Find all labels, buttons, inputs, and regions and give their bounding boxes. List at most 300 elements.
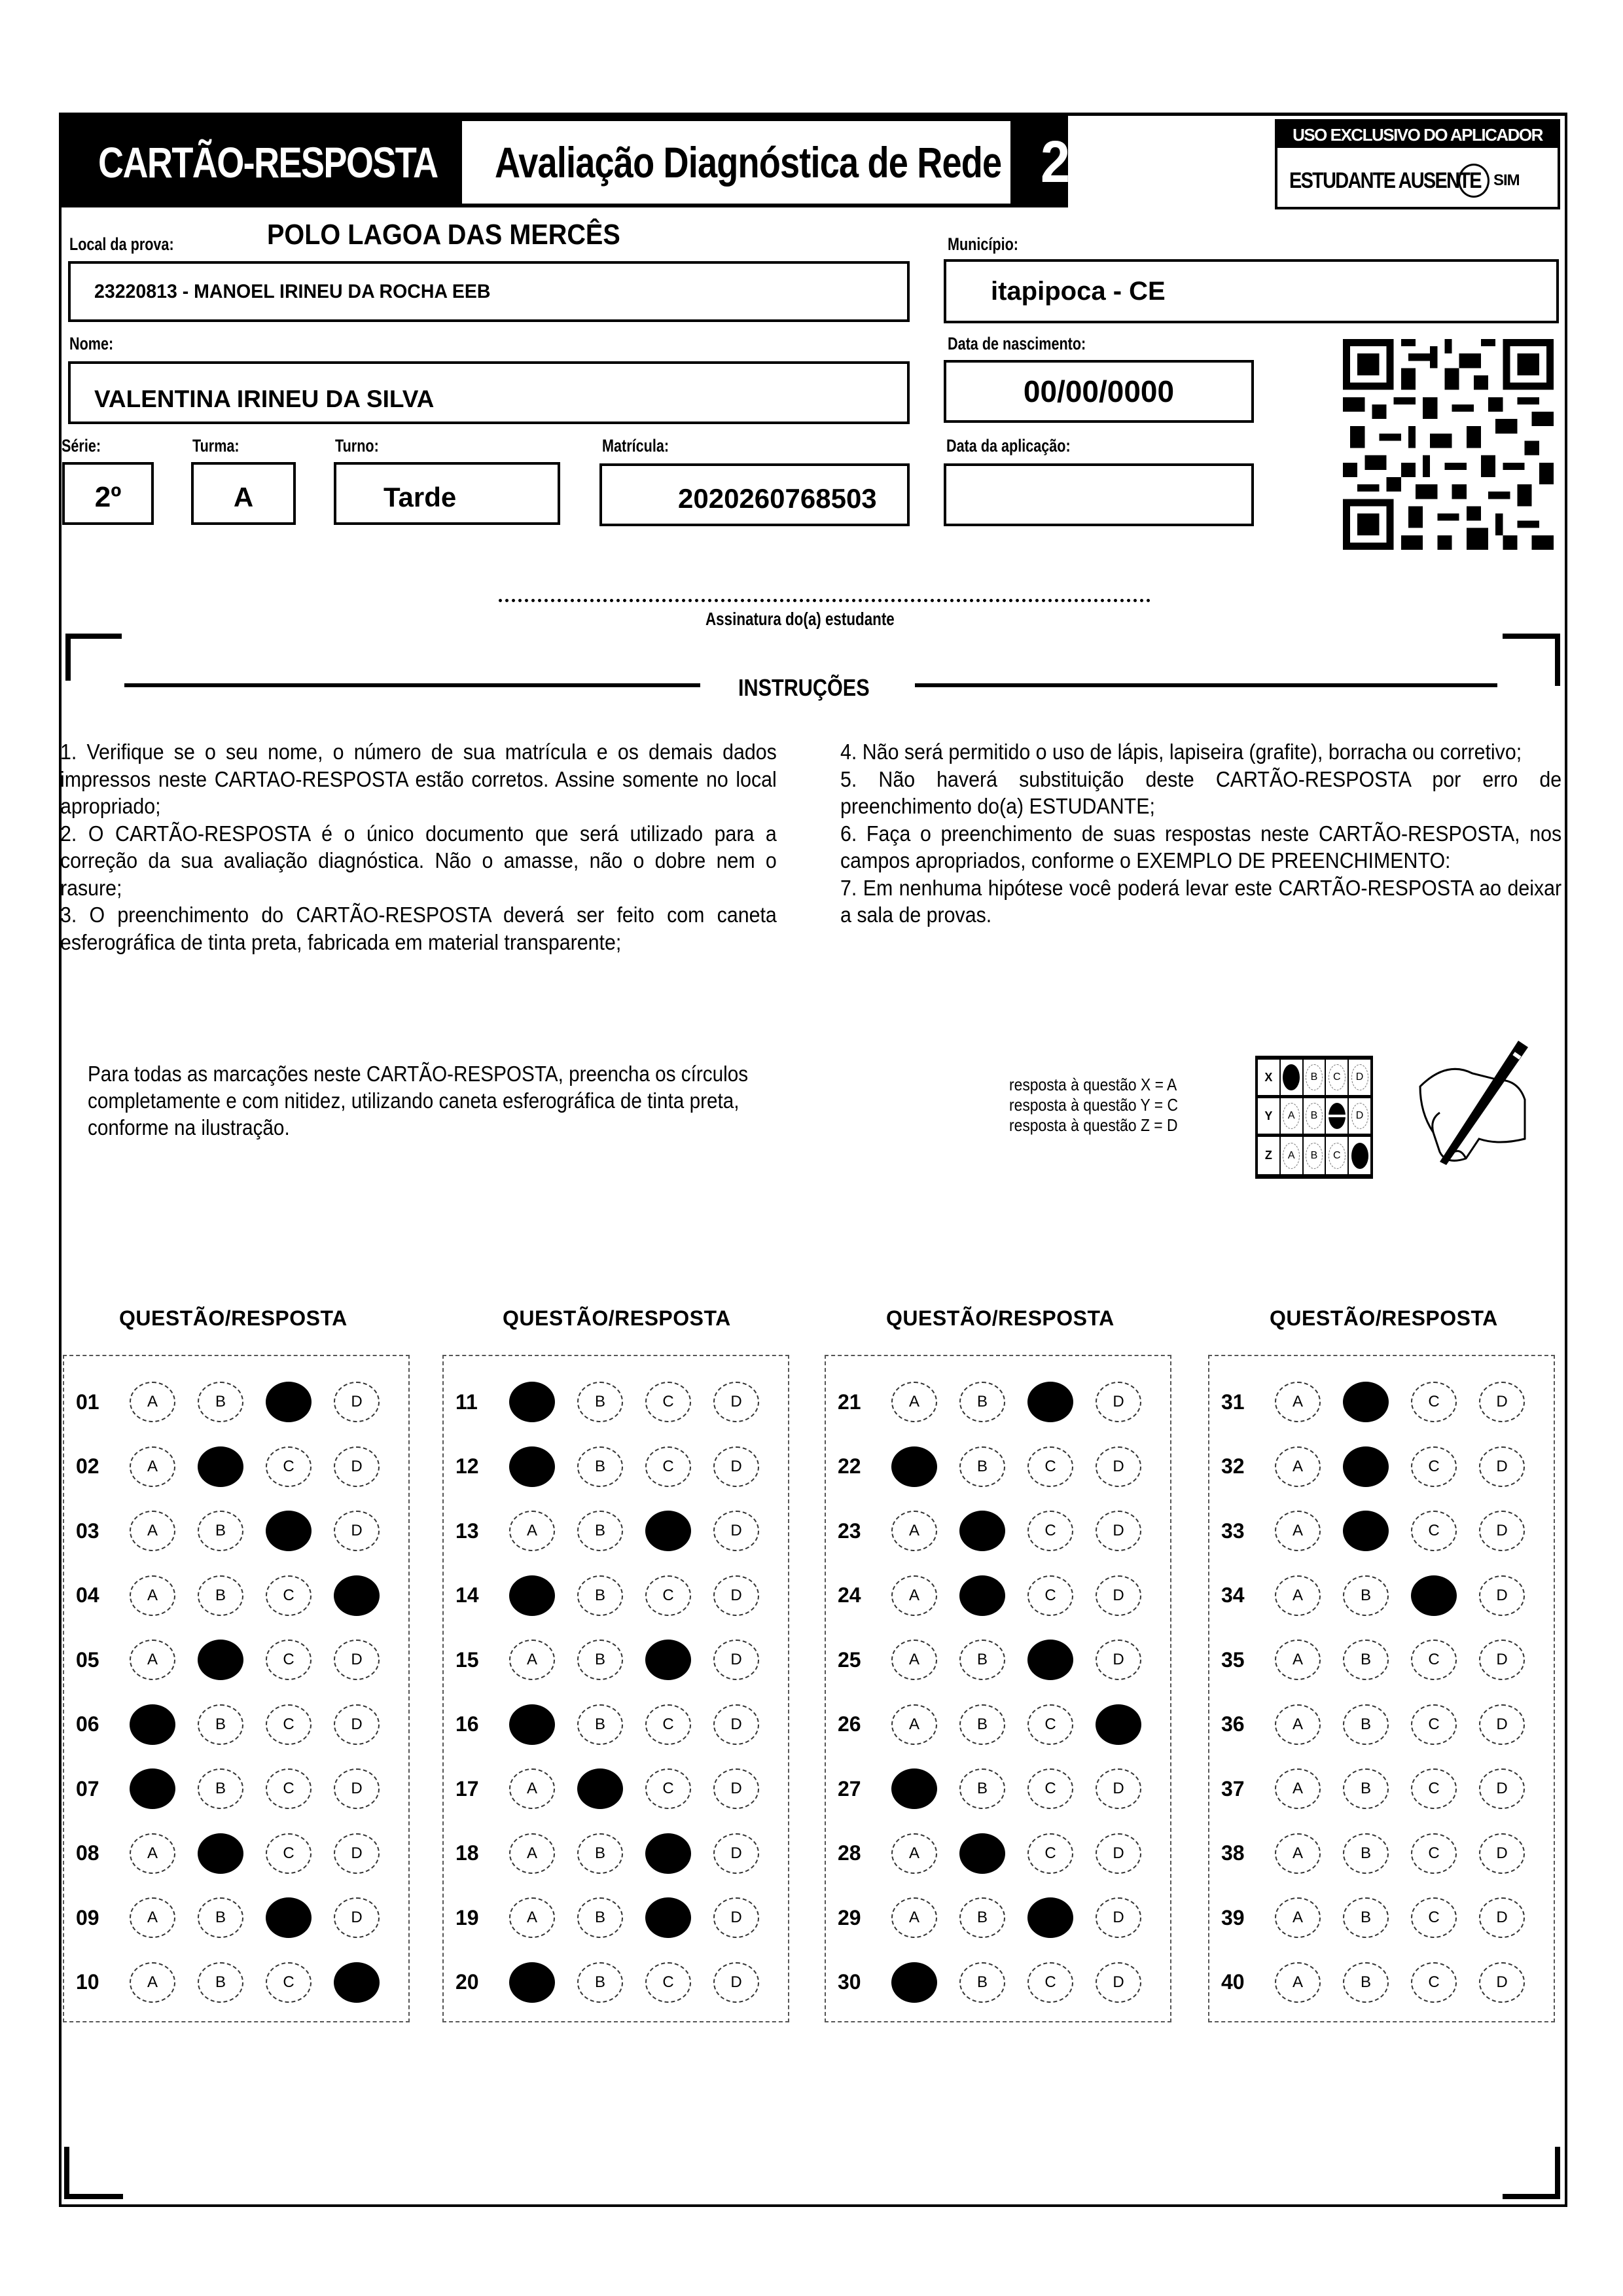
answer-bubble-a[interactable]: A bbox=[509, 1768, 555, 1809]
grade-label: 2º ANO bbox=[1041, 130, 1213, 195]
question-number: 22 bbox=[838, 1454, 861, 1478]
answer-bubble-b[interactable] bbox=[959, 1833, 1005, 1874]
answer-bubble-b[interactable] bbox=[1343, 1446, 1389, 1487]
answer-bubble-c[interactable] bbox=[266, 1382, 312, 1422]
answer-bubble-a[interactable]: A bbox=[891, 1640, 937, 1680]
qr-code bbox=[1343, 339, 1554, 550]
question-row bbox=[826, 1698, 1170, 1751]
answer-bubble-a[interactable] bbox=[891, 1962, 937, 2003]
example-bubble bbox=[1283, 1064, 1300, 1090]
answer-bubble-d[interactable]: D bbox=[334, 1897, 380, 1938]
instructions-rule-right bbox=[915, 683, 1497, 687]
question-row bbox=[1209, 1827, 1554, 1880]
question-row bbox=[1209, 1956, 1554, 2009]
answer-bubble-b[interactable]: B bbox=[959, 1962, 1005, 2003]
answer-bubble-a[interactable] bbox=[130, 1704, 175, 1745]
answer-bubble-c[interactable]: C bbox=[1411, 1446, 1457, 1487]
instruction-item: 2. O CARTÃO-RESPOSTA é o único documento que será utilizado para a correção da sua avaliação diagnóstica. Não o amasse, não o dobre nem o rasure; bbox=[60, 821, 777, 900]
answer-bubble-b[interactable] bbox=[1343, 1511, 1389, 1551]
answer-bubble-d[interactable]: D bbox=[1479, 1962, 1525, 2003]
answer-bubble-d[interactable]: D bbox=[713, 1768, 759, 1809]
answer-bubble-a[interactable]: A bbox=[891, 1833, 937, 1874]
question-number: 18 bbox=[455, 1841, 479, 1865]
answer-bubble-b[interactable]: B bbox=[959, 1768, 1005, 1809]
answer-bubble-a[interactable]: A bbox=[1275, 1446, 1321, 1487]
answer-bubble-d[interactable]: D bbox=[334, 1446, 380, 1487]
answer-bubble-b[interactable]: B bbox=[1343, 1575, 1389, 1616]
example-legend-item: resposta à questão X = A bbox=[1009, 1075, 1177, 1094]
question-number: 15 bbox=[455, 1647, 479, 1672]
question-number: 10 bbox=[76, 1970, 99, 1994]
answer-bubble-d[interactable]: D bbox=[334, 1382, 380, 1422]
answer-bubble-d[interactable]: D bbox=[1479, 1575, 1525, 1616]
answer-bubble-c[interactable]: C bbox=[1411, 1382, 1457, 1422]
answer-bubble-a[interactable]: A bbox=[1275, 1575, 1321, 1616]
turma-label: Turma: bbox=[192, 436, 240, 456]
answer-bubble-a[interactable]: A bbox=[891, 1511, 937, 1551]
example-cell bbox=[1280, 1098, 1303, 1136]
sheet-title: CARTÃO-RESPOSTA bbox=[98, 138, 438, 187]
answer-bubble-c[interactable]: C bbox=[645, 1382, 691, 1422]
applicator-only-title: USO EXCLUSIVO DO APLICADOR bbox=[1277, 122, 1558, 148]
question-number: 11 bbox=[455, 1390, 478, 1414]
answer-bubble-d[interactable]: D bbox=[1479, 1382, 1525, 1422]
question-row bbox=[826, 1376, 1170, 1428]
instruction-item: 3. O preenchimento do CARTÃO-RESPOSTA deverá ser feito com caneta esferográfica de tinta preta, fabricada em material transparente; bbox=[60, 903, 777, 954]
question-number: 08 bbox=[76, 1841, 99, 1865]
answer-bubble-d[interactable]: D bbox=[1479, 1833, 1525, 1874]
question-row bbox=[1209, 1634, 1554, 1686]
answer-bubble-b[interactable]: B bbox=[198, 1897, 243, 1938]
answer-bubble-b[interactable]: B bbox=[577, 1382, 623, 1422]
answer-bubble-b[interactable]: B bbox=[577, 1833, 623, 1874]
answer-bubble-c[interactable]: C bbox=[1027, 1704, 1073, 1745]
instructions-left bbox=[60, 738, 777, 956]
answer-bubble-d[interactable]: D bbox=[334, 1768, 380, 1809]
example-bubble: C bbox=[1329, 1064, 1346, 1090]
answer-bubble-c[interactable]: C bbox=[1411, 1640, 1457, 1680]
answer-bubble-b[interactable]: B bbox=[1343, 1640, 1389, 1680]
local-value: POLO LAGOA DAS MERCÊS bbox=[267, 219, 620, 251]
answer-bubble-a[interactable]: A bbox=[130, 1446, 175, 1487]
example-bubble: B bbox=[1306, 1143, 1323, 1169]
answer-bubble-a[interactable] bbox=[509, 1575, 555, 1616]
answer-bubble-d[interactable]: D bbox=[713, 1962, 759, 2003]
answer-bubble-b[interactable] bbox=[577, 1768, 623, 1809]
answer-bubble-d[interactable] bbox=[334, 1575, 380, 1616]
corner-mark-bottom-right bbox=[1503, 2194, 1560, 2199]
instruction-item: 5. Não haverá substituição deste CARTÃO-RESPOSTA por erro de preenchimento do(a) ESTUDANTE; bbox=[840, 766, 1562, 818]
answer-bubble-a[interactable]: A bbox=[509, 1511, 555, 1551]
corner-mark-top-left-vertical bbox=[65, 634, 71, 681]
answer-bubble-c[interactable] bbox=[645, 1897, 691, 1938]
answer-bubble-b[interactable]: B bbox=[198, 1382, 243, 1422]
answer-bubble-c[interactable]: C bbox=[645, 1575, 691, 1616]
answer-bubble-d[interactable]: D bbox=[1096, 1768, 1141, 1809]
answer-bubble-d[interactable]: D bbox=[1479, 1704, 1525, 1745]
instruction-item: 6. Faça o preenchimento de suas respostas neste CARTÃO-RESPOSTA, nos campos apropriados, conforme o EXEMPLO DE PREENCHIMENTO: bbox=[840, 821, 1562, 872]
answer-column bbox=[442, 1355, 789, 2022]
question-row bbox=[826, 1763, 1170, 1815]
question-number: 07 bbox=[76, 1776, 99, 1801]
answer-bubble-b[interactable]: B bbox=[577, 1446, 623, 1487]
answer-bubble-a[interactable]: A bbox=[1275, 1382, 1321, 1422]
question-number: 37 bbox=[1221, 1776, 1245, 1801]
question-row bbox=[64, 1763, 408, 1815]
answer-bubble-d[interactable]: D bbox=[1096, 1575, 1141, 1616]
answer-bubble-d[interactable]: D bbox=[713, 1511, 759, 1551]
answer-bubble-a[interactable]: A bbox=[1275, 1640, 1321, 1680]
nome-field bbox=[68, 361, 910, 424]
answer-bubble-a[interactable]: A bbox=[509, 1833, 555, 1874]
answer-bubble-d[interactable]: D bbox=[1479, 1897, 1525, 1938]
question-row bbox=[444, 1956, 788, 2009]
answer-bubble-c[interactable]: C bbox=[1411, 1897, 1457, 1938]
answer-bubble-a[interactable]: A bbox=[130, 1511, 175, 1551]
example-bubble: B bbox=[1306, 1064, 1323, 1090]
answer-bubble-c[interactable]: C bbox=[1027, 1511, 1073, 1551]
example-row-label: Z bbox=[1257, 1136, 1280, 1175]
question-number: 24 bbox=[838, 1583, 861, 1607]
question-number: 27 bbox=[838, 1776, 861, 1801]
answer-bubble-d[interactable]: D bbox=[713, 1446, 759, 1487]
answer-bubble-d[interactable]: D bbox=[1479, 1640, 1525, 1680]
answer-bubble-b[interactable]: B bbox=[577, 1575, 623, 1616]
answer-bubble-b[interactable]: B bbox=[1343, 1704, 1389, 1745]
example-grid bbox=[1255, 1056, 1373, 1179]
instruction-item: 1. Verifique se o seu nome, o número de sua matrícula e os demais dados impressos neste CARTAO-RESPOSTA estão corretos. Assine somente no local apropriado; bbox=[60, 740, 777, 818]
question-row bbox=[64, 1505, 408, 1557]
question-row bbox=[64, 1892, 408, 1944]
instructions-title: INSTRUÇÕES bbox=[738, 674, 870, 701]
question-number: 05 bbox=[76, 1647, 99, 1672]
question-row bbox=[1209, 1698, 1554, 1751]
question-row bbox=[1209, 1763, 1554, 1815]
answer-bubble-c[interactable]: C bbox=[266, 1768, 312, 1809]
answer-bubble-a[interactable] bbox=[509, 1704, 555, 1745]
answer-bubble-b[interactable] bbox=[198, 1446, 243, 1487]
question-row bbox=[1209, 1376, 1554, 1428]
nascimento-field bbox=[944, 360, 1254, 423]
answer-bubble-b[interactable]: B bbox=[198, 1511, 243, 1551]
answer-bubble-c[interactable]: C bbox=[645, 1704, 691, 1745]
question-number: 40 bbox=[1221, 1970, 1245, 1994]
question-number: 06 bbox=[76, 1712, 99, 1736]
answer-bubble-c[interactable] bbox=[1027, 1897, 1073, 1938]
answer-bubble-b[interactable]: B bbox=[577, 1640, 623, 1680]
answer-bubble-d[interactable]: D bbox=[334, 1511, 380, 1551]
answer-bubble-b[interactable]: B bbox=[959, 1640, 1005, 1680]
serie-label: Série: bbox=[62, 436, 101, 456]
sheet-subtitle: Avaliação Diagnóstica de Rede bbox=[495, 138, 1002, 187]
answer-bubble-c[interactable]: C bbox=[266, 1640, 312, 1680]
municipio-field bbox=[944, 259, 1559, 323]
instruction-item: 7. Em nenhuma hipótese você poderá levar este CARTÃO-RESPOSTA ao deixar a sala de provas. bbox=[840, 875, 1562, 927]
answer-bubble-c[interactable]: C bbox=[1027, 1575, 1073, 1616]
answer-column bbox=[63, 1355, 410, 2022]
answer-bubble-a[interactable]: A bbox=[509, 1640, 555, 1680]
answer-bubble-d[interactable]: D bbox=[1096, 1382, 1141, 1422]
example-cell bbox=[1280, 1059, 1303, 1098]
answer-bubble-b[interactable]: B bbox=[577, 1511, 623, 1551]
question-number: 31 bbox=[1221, 1390, 1245, 1414]
signature-label: Assinatura do(a) estudante bbox=[705, 609, 895, 629]
applicator-only-box bbox=[1275, 119, 1560, 209]
instructions-rule-left bbox=[124, 683, 700, 687]
answer-bubble-c[interactable] bbox=[1411, 1575, 1457, 1616]
matricula-field bbox=[599, 463, 910, 526]
turma-value: A bbox=[233, 482, 254, 512]
question-number: 02 bbox=[76, 1454, 99, 1478]
question-number: 30 bbox=[838, 1970, 861, 1994]
answer-bubble-d[interactable]: D bbox=[713, 1382, 759, 1422]
answer-bubble-c[interactable] bbox=[266, 1897, 312, 1938]
turno-field bbox=[334, 462, 560, 525]
answer-bubble-c[interactable]: C bbox=[266, 1575, 312, 1616]
matricula-value: 2020260768503 bbox=[678, 483, 877, 514]
corner-mark-top-left bbox=[65, 634, 122, 639]
answer-bubble-a[interactable]: A bbox=[891, 1704, 937, 1745]
answer-bubble-b[interactable]: B bbox=[577, 1897, 623, 1938]
answer-column bbox=[825, 1355, 1171, 2022]
answer-bubble-a[interactable] bbox=[509, 1446, 555, 1487]
answer-bubble-c[interactable]: C bbox=[1027, 1833, 1073, 1874]
question-row bbox=[826, 1892, 1170, 1944]
answer-bubble-a[interactable]: A bbox=[891, 1382, 937, 1422]
answer-bubble-b[interactable] bbox=[198, 1833, 243, 1874]
question-row bbox=[1209, 1441, 1554, 1493]
answer-bubble-b[interactable]: B bbox=[959, 1382, 1005, 1422]
corner-mark-bottom-left bbox=[64, 2194, 123, 2199]
answer-bubble-c[interactable]: C bbox=[645, 1962, 691, 2003]
question-number: 28 bbox=[838, 1841, 861, 1865]
fill-instructions: Para todas as marcações neste CARTÃO-RESPOSTA, preencha os círculos completamente e com nitidez, utilizando caneta esferográfica de tinta preta, conforme na ilustração. bbox=[88, 1062, 749, 1139]
aplicacao-field[interactable] bbox=[944, 463, 1254, 526]
question-number: 19 bbox=[455, 1905, 479, 1929]
answer-bubble-d[interactable]: D bbox=[713, 1897, 759, 1938]
question-row bbox=[64, 1570, 408, 1622]
answer-bubble-a[interactable]: A bbox=[130, 1833, 175, 1874]
answer-bubble-c[interactable]: C bbox=[645, 1446, 691, 1487]
serie-value: 2º bbox=[94, 481, 122, 513]
example-cell bbox=[1325, 1098, 1348, 1136]
answer-bubble-d[interactable]: D bbox=[1096, 1511, 1141, 1551]
example-bubble: D bbox=[1351, 1064, 1368, 1090]
answer-bubble-c[interactable] bbox=[266, 1511, 312, 1551]
answer-bubble-a[interactable]: A bbox=[1275, 1962, 1321, 2003]
matricula-label: Matrícula: bbox=[602, 436, 669, 456]
question-row bbox=[444, 1698, 788, 1751]
answer-bubble-b[interactable]: B bbox=[1343, 1962, 1389, 2003]
serie-field bbox=[62, 462, 154, 525]
question-number: 29 bbox=[838, 1905, 861, 1929]
question-number: 38 bbox=[1221, 1841, 1245, 1865]
aplicacao-label: Data da aplicação: bbox=[946, 436, 1071, 456]
column-title: QUESTÃO/RESPOSTA bbox=[1270, 1306, 1498, 1330]
answer-bubble-a[interactable]: A bbox=[130, 1382, 175, 1422]
corner-mark-top-right-vertical bbox=[1555, 634, 1560, 686]
absent-label: ESTUDANTE AUSENTE bbox=[1289, 168, 1481, 193]
answer-bubble-a[interactable]: A bbox=[130, 1575, 175, 1616]
answer-bubble-d[interactable]: D bbox=[1096, 1962, 1141, 2003]
absent-row bbox=[1289, 162, 1520, 199]
answer-bubble-a[interactable]: A bbox=[1275, 1704, 1321, 1745]
answer-bubble-c[interactable]: C bbox=[1411, 1962, 1457, 2003]
answer-bubble-d[interactable] bbox=[1096, 1704, 1141, 1745]
question-number: 35 bbox=[1221, 1647, 1245, 1672]
answer-bubble-d[interactable]: D bbox=[1096, 1446, 1141, 1487]
answer-bubble-d[interactable]: D bbox=[1479, 1768, 1525, 1809]
answer-bubble-c[interactable]: C bbox=[266, 1962, 312, 2003]
answer-bubble-c[interactable]: C bbox=[266, 1704, 312, 1745]
question-row bbox=[826, 1441, 1170, 1493]
answer-bubble-c[interactable]: C bbox=[1027, 1446, 1073, 1487]
question-number: 34 bbox=[1221, 1583, 1245, 1607]
question-number: 25 bbox=[838, 1647, 861, 1672]
answer-bubble-d[interactable]: D bbox=[1479, 1446, 1525, 1487]
answer-bubble-c[interactable]: C bbox=[1027, 1962, 1073, 2003]
example-cell bbox=[1303, 1059, 1326, 1098]
answer-bubble-b[interactable] bbox=[198, 1640, 243, 1680]
answer-bubble-c[interactable]: C bbox=[1411, 1511, 1457, 1551]
hand-with-pen-illustration bbox=[1368, 1034, 1531, 1191]
answer-bubble-c[interactable]: C bbox=[1411, 1768, 1457, 1809]
column-title: QUESTÃO/RESPOSTA bbox=[886, 1306, 1115, 1330]
answer-bubble-c[interactable] bbox=[645, 1640, 691, 1680]
answer-bubble-a[interactable] bbox=[509, 1382, 555, 1422]
answer-bubble-b[interactable]: B bbox=[577, 1962, 623, 2003]
answer-bubble-b[interactable]: B bbox=[959, 1897, 1005, 1938]
example-bubble: B bbox=[1306, 1103, 1323, 1129]
answer-bubble-d[interactable] bbox=[334, 1962, 380, 2003]
answer-bubble-a[interactable] bbox=[891, 1768, 937, 1809]
answer-bubble-b[interactable]: B bbox=[198, 1575, 243, 1616]
answer-bubble-a[interactable]: A bbox=[509, 1897, 555, 1938]
answer-bubble-b[interactable]: B bbox=[1343, 1768, 1389, 1809]
answer-bubble-b[interactable]: B bbox=[198, 1768, 243, 1809]
answer-bubble-c[interactable] bbox=[645, 1511, 691, 1551]
answer-bubble-a[interactable] bbox=[509, 1962, 555, 2003]
answer-bubble-a[interactable]: A bbox=[130, 1640, 175, 1680]
column-title: QUESTÃO/RESPOSTA bbox=[503, 1306, 731, 1330]
question-row bbox=[1209, 1892, 1554, 1944]
answer-bubble-d[interactable]: D bbox=[334, 1704, 380, 1745]
answer-bubble-d[interactable]: D bbox=[1479, 1511, 1525, 1551]
nascimento-value: 00/00/0000 bbox=[1023, 374, 1175, 408]
example-cell bbox=[1280, 1136, 1303, 1175]
answer-bubble-d[interactable]: D bbox=[713, 1833, 759, 1874]
answer-bubble-c[interactable]: C bbox=[266, 1833, 312, 1874]
example-cell bbox=[1303, 1136, 1326, 1175]
question-row bbox=[444, 1763, 788, 1815]
answer-bubble-a[interactable]: A bbox=[1275, 1511, 1321, 1551]
municipio-value: itapipoca - CE bbox=[991, 276, 1166, 306]
question-number: 36 bbox=[1221, 1712, 1245, 1736]
answer-bubble-b[interactable] bbox=[959, 1511, 1005, 1551]
answer-bubble-a[interactable]: A bbox=[1275, 1768, 1321, 1809]
example-bubble: A bbox=[1283, 1143, 1300, 1169]
answer-bubble-a[interactable]: A bbox=[130, 1897, 175, 1938]
question-row bbox=[444, 1892, 788, 1944]
question-number: 23 bbox=[838, 1518, 861, 1543]
answer-bubble-c[interactable]: C bbox=[266, 1446, 312, 1487]
example-cell bbox=[1303, 1098, 1326, 1136]
question-number: 03 bbox=[76, 1518, 99, 1543]
answer-bubble-a[interactable]: A bbox=[891, 1575, 937, 1616]
answer-bubble-c[interactable] bbox=[645, 1833, 691, 1874]
corner-mark-bottom-left-vertical bbox=[64, 2147, 69, 2199]
example-legend-item: resposta à questão Y = C bbox=[1009, 1095, 1179, 1115]
answer-bubble-a[interactable]: A bbox=[891, 1897, 937, 1938]
answer-bubble-b[interactable]: B bbox=[1343, 1897, 1389, 1938]
answer-bubble-d[interactable]: D bbox=[713, 1640, 759, 1680]
answer-bubble-a[interactable]: A bbox=[1275, 1897, 1321, 1938]
question-row bbox=[1209, 1570, 1554, 1622]
example-legend bbox=[1009, 1075, 1178, 1136]
question-row bbox=[64, 1376, 408, 1428]
nome-value: VALENTINA IRINEU DA SILVA bbox=[94, 386, 435, 412]
example-row-label: X bbox=[1257, 1059, 1280, 1098]
answer-bubble-c[interactable]: C bbox=[1411, 1833, 1457, 1874]
question-number: 20 bbox=[455, 1970, 479, 1994]
answer-bubble-b[interactable]: B bbox=[959, 1446, 1005, 1487]
answer-bubble-b[interactable]: B bbox=[198, 1704, 243, 1745]
question-row bbox=[826, 1827, 1170, 1880]
answer-bubble-d[interactable]: D bbox=[1096, 1897, 1141, 1938]
question-number: 17 bbox=[455, 1776, 479, 1801]
answer-bubble-b[interactable]: B bbox=[1343, 1833, 1389, 1874]
question-row bbox=[64, 1441, 408, 1493]
example-legend-item: resposta à questão Z = D bbox=[1009, 1115, 1178, 1135]
turno-label: Turno: bbox=[335, 436, 379, 456]
answer-bubble-b[interactable]: B bbox=[198, 1962, 243, 2003]
answer-bubble-b[interactable]: B bbox=[959, 1704, 1005, 1745]
example-bubble: A bbox=[1283, 1103, 1300, 1129]
corner-mark-bottom-right-vertical bbox=[1555, 2147, 1560, 2199]
question-number: 13 bbox=[455, 1518, 479, 1543]
answer-bubble-b[interactable]: B bbox=[577, 1704, 623, 1745]
answer-bubble-a[interactable]: A bbox=[130, 1962, 175, 2003]
answer-bubble-c[interactable] bbox=[1027, 1640, 1073, 1680]
answer-bubble-a[interactable] bbox=[130, 1768, 175, 1809]
question-number: 32 bbox=[1221, 1454, 1245, 1478]
answer-bubble-c[interactable]: C bbox=[1027, 1768, 1073, 1809]
question-number: 09 bbox=[76, 1905, 99, 1929]
turma-field bbox=[191, 462, 296, 525]
question-row bbox=[1209, 1505, 1554, 1557]
answer-bubble-d[interactable]: D bbox=[334, 1833, 380, 1874]
question-row bbox=[64, 1634, 408, 1686]
answer-bubble-d[interactable]: D bbox=[713, 1704, 759, 1745]
answer-column bbox=[1208, 1355, 1555, 2022]
answer-bubble-b[interactable] bbox=[959, 1575, 1005, 1616]
example-bubble: D bbox=[1351, 1103, 1368, 1129]
question-number: 39 bbox=[1221, 1905, 1245, 1929]
answer-bubble-d[interactable]: D bbox=[713, 1575, 759, 1616]
answer-bubble-a[interactable]: A bbox=[1275, 1833, 1321, 1874]
answer-bubble-c[interactable]: C bbox=[1411, 1704, 1457, 1745]
school-value: 23220813 - MANOEL IRINEU DA ROCHA EEB bbox=[94, 280, 491, 302]
question-row bbox=[826, 1956, 1170, 2009]
signature-line[interactable] bbox=[499, 599, 1150, 602]
answer-bubble-d[interactable]: D bbox=[1096, 1640, 1141, 1680]
answer-bubble-b[interactable] bbox=[1343, 1382, 1389, 1422]
answer-bubble-c[interactable] bbox=[1027, 1382, 1073, 1422]
answer-bubble-d[interactable]: D bbox=[334, 1640, 380, 1680]
answer-bubble-a[interactable] bbox=[891, 1446, 937, 1487]
answer-bubble-c[interactable]: C bbox=[645, 1768, 691, 1809]
answer-bubble-d[interactable]: D bbox=[1096, 1833, 1141, 1874]
